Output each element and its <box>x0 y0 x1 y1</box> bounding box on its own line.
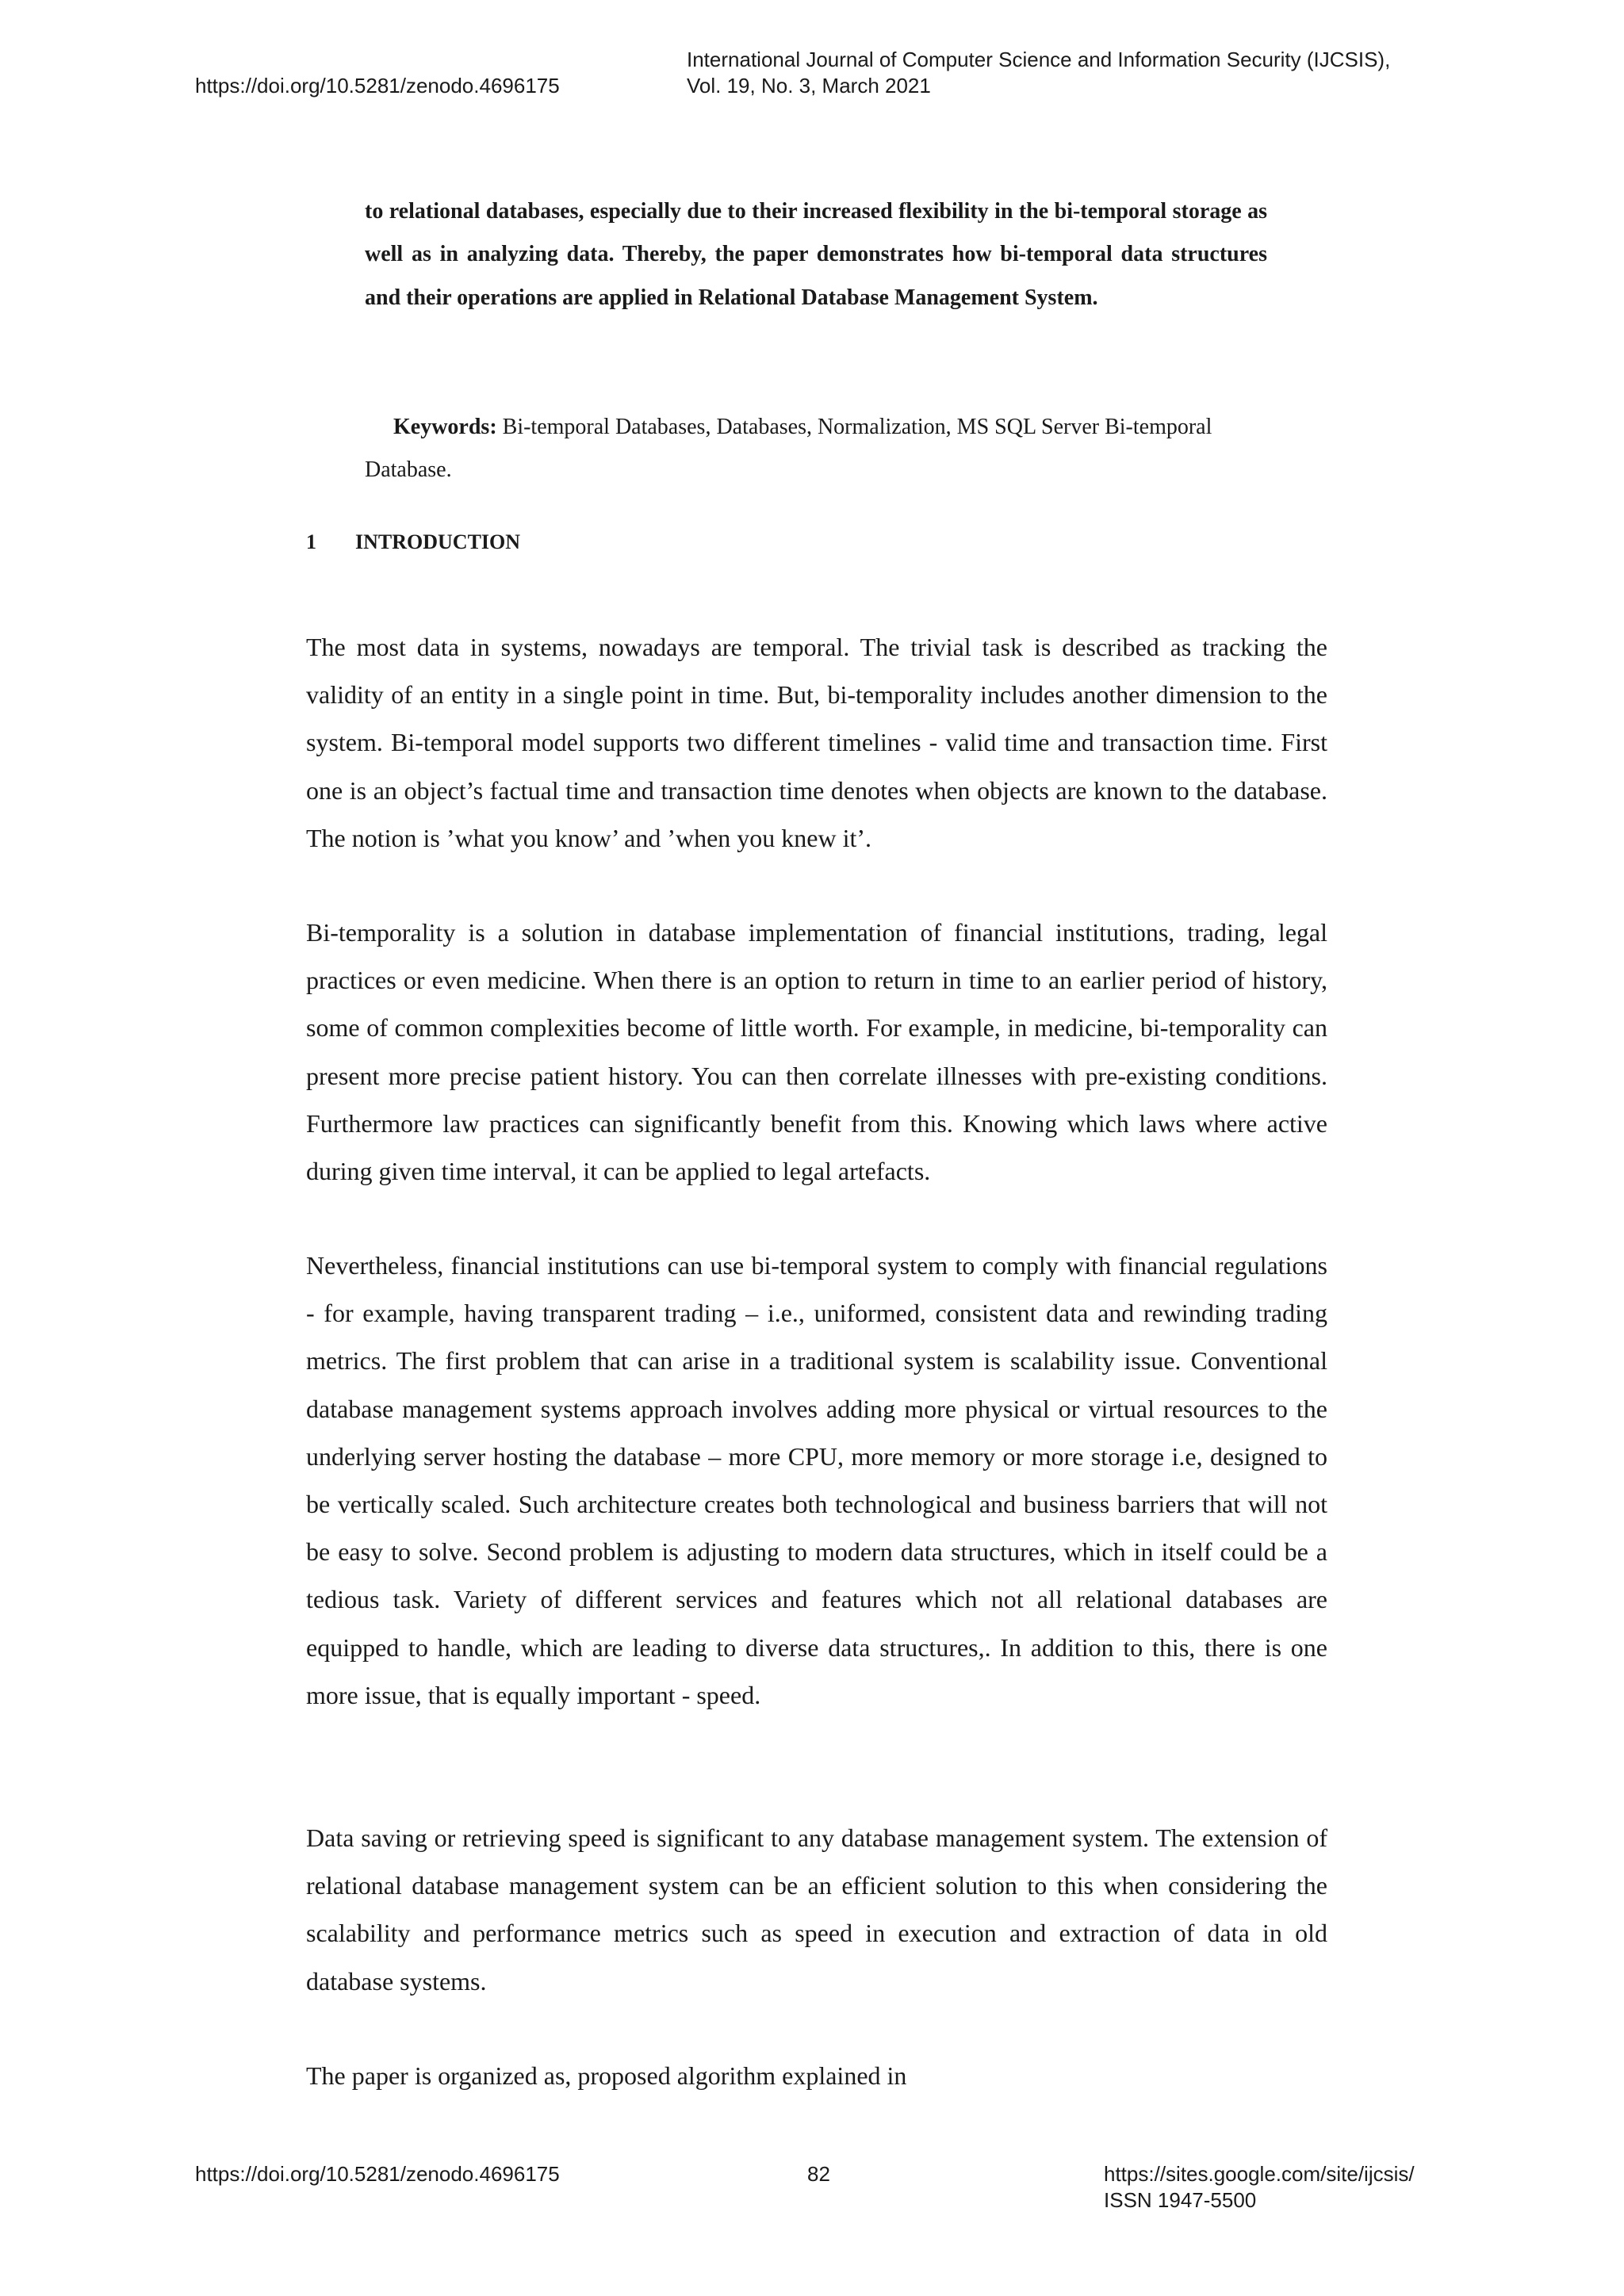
body-paragraph: The paper is organized as, proposed algorithm explained in <box>306 2061 907 2090</box>
footer-doi: https://doi.org/10.5281/zenodo.4696175 <box>195 2162 560 2186</box>
footer-issn: ISSN 1947-5500 <box>1104 2188 1257 2212</box>
keywords <box>365 406 1237 492</box>
header-journal-info <box>687 47 1390 99</box>
abstract-text: to relational databases, especially due to their increased flexibility in the bi-temporal storage as well as in analyzing data. Thereby, the paper demonstrates how bi-temporal data structures and their operations are applied in Relational Database Management System. <box>365 199 1267 310</box>
body-paragraph: Nevertheless, financial institutions can use bi-temporal system to comply with financial regulations - for example, having transparent trading – i.e., uniformed, consistent data and rewinding trading metrics. The first problem that can arise in a traditional system is scalability issue. Conventional database management systems approach involves adding more physical or virtual resources to the underlying server hosting the database – more CPU, more memory or more storage i.e, designed to be vertically scaled. Such architecture creates both technological and business barriers that will not be easy to solve. Second problem is adjusting to modern data structures, which in itself could be a tedious task. Variety of different services and features which not all relational databases are equipped to handle, which are leading to diverse data structures,. In addition to this, there is one more issue, that is equally important - speed. <box>306 1251 1327 1709</box>
header-journal-name: International Journal of Computer Science and Information Security (IJCSIS), <box>687 48 1391 71</box>
keywords-label: Keywords: <box>393 415 497 439</box>
footer-journal-site <box>1104 2161 1415 2214</box>
page-number: 82 <box>807 2162 830 2186</box>
section-title: INTRODUCTION <box>355 530 521 553</box>
body-paragraph: Data saving or retrieving speed is significant to any database management system. The extension of relational database management system can be an efficient solution to this when considering the scalability and performance metrics such as speed in execution and extraction of data in old database systems. <box>306 1823 1327 1996</box>
header-journal-volume: Vol. 19, No. 3, March 2021 <box>687 74 931 98</box>
footer-site-url: https://sites.google.com/site/ijcsis/ <box>1104 2162 1415 2186</box>
body-paragraph: The most data in systems, nowadays are temporal. The trivial task is described as tracking the validity of an entity in a single point in time. But, bi-temporality includes another dimension to the system. Bi-temporal model supports two different timelines - valid time and transaction time. First one is an object’s factual time and transaction time denotes when objects are known to the database. The notion is ’what you know’ and ’when you knew it’. <box>306 633 1327 852</box>
body-paragraph: Bi-temporality is a solution in database implementation of financial institutions, trading, legal practices or even medicine. When there is an option to return in time to an earlier period of history, some of common complexities become of little worth. For example, in medicine, bi-temporality can present more precise patient history. You can then correlate illnesses with pre-existing conditions. Furthermore law practices can significantly benefit from this. Knowing which laws where active during given time interval, it can be applied to legal artefacts. <box>306 918 1327 1186</box>
header-doi: https://doi.org/10.5281/zenodo.4696175 <box>195 74 560 98</box>
section-heading <box>306 526 520 558</box>
section-number: 1 <box>306 530 316 553</box>
keywords-text: Bi-temporal Databases, Databases, Normalization, MS SQL Server Bi-temporal Database. <box>365 415 1212 482</box>
